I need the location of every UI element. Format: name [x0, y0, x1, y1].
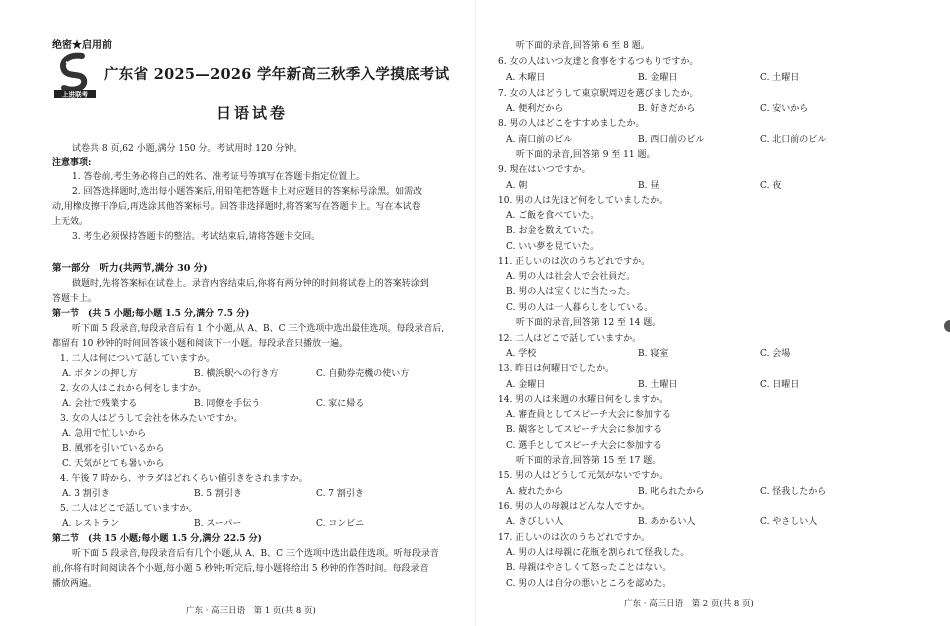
option-a: A. 南口前のビル — [506, 135, 573, 145]
part1-desc: 做题时,先将答案标在试卷上。录音内容结束后,你将有两分钟的时间将试卷上的答案转涂到 — [72, 279, 429, 289]
question-11: 11. 正しいのは次のうちどれですか。 — [498, 257, 651, 267]
option-b: B. あかるい人 — [638, 517, 696, 527]
recording-instruction: 听下面的录音,回答第 9 至 11 题。 — [516, 150, 656, 160]
option-c: C. コンビニ — [316, 519, 365, 529]
question-15: 15. 男の人はどうして元気がないですか。 — [498, 471, 669, 481]
question-1: 1. 二人は何について話していますか。 — [60, 354, 216, 364]
option-b: B. 好きだから — [638, 104, 696, 114]
question-13: 13. 昨日は何曜日でしたか。 — [498, 364, 615, 374]
option-b: B. 叱られたから — [638, 487, 705, 497]
option-b: B. 昼 — [638, 181, 660, 191]
note-line: 3. 考生必须保持答题卡的整洁。考试结束后,请将答题卡交回。 — [72, 232, 321, 242]
note-line: 1. 答卷前,考生务必将自己的姓名、准考证号等填写在答题卡指定位置上。 — [72, 172, 366, 182]
option-b: B. 男の人は宝くじに当たった。 — [506, 287, 636, 297]
option-c: C. 怪我したから — [760, 487, 827, 497]
section2-heading: 第二节 (共 15 小题;每小题 1.5 分,满分 22.5 分) — [52, 534, 262, 544]
option-b: B. 風邪を引いているから — [62, 444, 165, 454]
option-b: B. 母親はやさしくて怒ったことはない。 — [506, 563, 672, 573]
option-c: C. 天気がとても暑いから — [62, 459, 165, 469]
question-6: 6. 女の人はいつ友達と食事をするつもりですか。 — [498, 57, 699, 67]
option-a: A. 審査員としてスピーチ大会に参加する — [506, 410, 671, 420]
option-a: A. 学校 — [506, 349, 537, 359]
option-b: B. お金を数えていた。 — [506, 226, 600, 236]
exam-intro: 试卷共 8 页,62 小题,满分 150 分。考试用时 120 分钟。 — [72, 144, 303, 154]
question-4: 4. 午後 7 時から、サラダはどれくらい値引きをされますか。 — [60, 474, 308, 484]
part1-heading: 第一部分 听力(共两节,满分 30 分) — [52, 263, 208, 274]
option-c: C. 男の人は一人暮らしをしている。 — [506, 303, 654, 313]
option-c: C. 選手としてスピーチ大会に参加する — [506, 441, 662, 451]
exam-title: 广东省 2025—2026 学年新高三秋季入学摸底考试 — [104, 66, 450, 83]
page-footer: 广东 · 高三日语 第 1 页(共 8 页) — [186, 606, 316, 616]
option-b: B. 金曜日 — [638, 73, 678, 83]
option-c: C. 夜 — [760, 181, 782, 191]
section1-desc: 都留有 10 秒钟的时间回答该小题和阅读下一小题。每段录音只播放一遍。 — [52, 339, 349, 349]
part1-desc: 答题卡上。 — [52, 294, 98, 304]
question-14: 14. 男の人は来週の水曜日何をしますか。 — [498, 395, 669, 405]
recording-instruction: 听下面的录音,回答第 12 至 14 题。 — [516, 318, 662, 328]
section2-desc: 前,你将有时间阅读各个小题,每小题 5 秒钟;听完后,每小题将给出 5 秒钟的作答时间。每段录音 — [52, 564, 429, 574]
option-a: A. 木曜日 — [506, 73, 546, 83]
option-c: C. 7 割引き — [316, 489, 364, 499]
option-b: B. 同僚を手伝う — [194, 399, 261, 409]
question-9: 9. 現在はいつですか。 — [498, 165, 591, 175]
option-c: C. 北口前のビル — [760, 135, 827, 145]
note-line: 上无效。 — [52, 217, 89, 227]
option-c: C. 土曜日 — [760, 73, 800, 83]
question-12: 12. 二人はどこで話していますか。 — [498, 334, 642, 344]
question-2: 2. 女の人はこれから何をしますか。 — [60, 384, 207, 394]
section2-desc: 听下面 5 段录音,每段录音后有几个小题,从 A、B、C 三个选项中选出最佳选项。听每段录音 — [72, 549, 439, 559]
option-c: C. 会場 — [760, 349, 791, 359]
option-a: A. 急用で忙しいから — [62, 429, 147, 439]
option-a: A. 男の人は母親に花瓶を割られて怪我した。 — [506, 548, 690, 558]
note-line: 2. 回答选择题时,选出每小题答案后,用铅笔把答题卡上对应题目的答案标号涂黑。如需改 — [72, 187, 423, 197]
logo-text: 上进联考 — [62, 90, 88, 98]
section1-desc: 听下面 5 段录音,每段录音后有 1 个小题,从 A、B、C 三个选项中选出最佳选项。每段录音后, — [72, 324, 445, 334]
option-b: B. 観客としてスピーチ大会に参加する — [506, 425, 662, 435]
option-a: A. 会社で残業する — [62, 399, 138, 409]
option-c: C. 自動券売機の使い方 — [316, 369, 410, 379]
question-17: 17. 正しいのは次のうちどれですか。 — [498, 533, 651, 543]
question-10: 10. 男の人は先ほど何をしていましたか。 — [498, 196, 669, 206]
option-a: A. レストラン — [62, 519, 119, 529]
option-b: B. スーパー — [194, 519, 242, 529]
confidential-label: 绝密★启用前 — [52, 40, 112, 51]
option-c: C. 家に帰る — [316, 399, 365, 409]
option-a: A. 朝 — [506, 181, 528, 191]
option-c: C. 日曜日 — [760, 380, 800, 390]
note-line: 动,用橡皮擦干净后,再选涂其他答案标号。回答非选择题时,将答案写在答题卡上。写在本试卷 — [52, 202, 421, 212]
question-3: 3. 女の人はどうして会社を休みたいですか。 — [60, 414, 243, 424]
page-divider — [475, 0, 476, 626]
option-b: B. 土曜日 — [638, 380, 678, 390]
recording-instruction: 听下面的录音,回答第 6 至 8 题。 — [516, 41, 650, 51]
option-a: A. 3 割引き — [62, 489, 110, 499]
exam-page-2 — [478, 0, 950, 626]
question-5: 5. 二人はどこで話していますか。 — [60, 504, 198, 514]
option-b: B. 5 割引き — [194, 489, 242, 499]
option-b: B. 西口前のビル — [638, 135, 705, 145]
recording-instruction: 听下面的录音,回答第 15 至 17 题。 — [516, 456, 662, 466]
option-a: A. 便利だから — [506, 104, 564, 114]
subject-title: 日语试卷 — [216, 104, 289, 122]
option-c: C. いい夢を見ていた。 — [506, 242, 600, 252]
option-a: A. 男の人は社会人で会社員だ。 — [506, 272, 636, 282]
question-8: 8. 男の人はどこをすすめましたか。 — [498, 119, 645, 129]
notes-heading: 注意事项: — [52, 158, 92, 168]
exam-logo-icon — [52, 52, 98, 98]
section1-heading: 第一节 (共 5 小题;每小题 1.5 分,满分 7.5 分) — [52, 309, 250, 319]
section2-desc: 播放两遍。 — [52, 579, 98, 589]
option-b: B. 横浜駅への行き方 — [194, 369, 279, 379]
option-c: C. 安いから — [760, 104, 809, 114]
question-7: 7. 女の人はどうして東京駅周辺を選びましたか。 — [498, 89, 699, 99]
option-a: A. 金曜日 — [506, 380, 546, 390]
page-footer: 广东 · 高三日语 第 2 页(共 8 页) — [624, 599, 754, 609]
option-c: C. 男の人は自分の悪いところを認めた。 — [506, 579, 672, 589]
option-a: A. きびしい人 — [506, 517, 564, 527]
question-16: 16. 男の人の母親はどんな人ですか。 — [498, 502, 651, 512]
option-b: B. 寝室 — [638, 349, 669, 359]
option-c: C. やさしい人 — [760, 517, 818, 527]
option-a: A. ボタンの押し方 — [62, 369, 138, 379]
option-a: A. ご飯を食べていた。 — [506, 211, 600, 221]
option-a: A. 疲れたから — [506, 487, 564, 497]
